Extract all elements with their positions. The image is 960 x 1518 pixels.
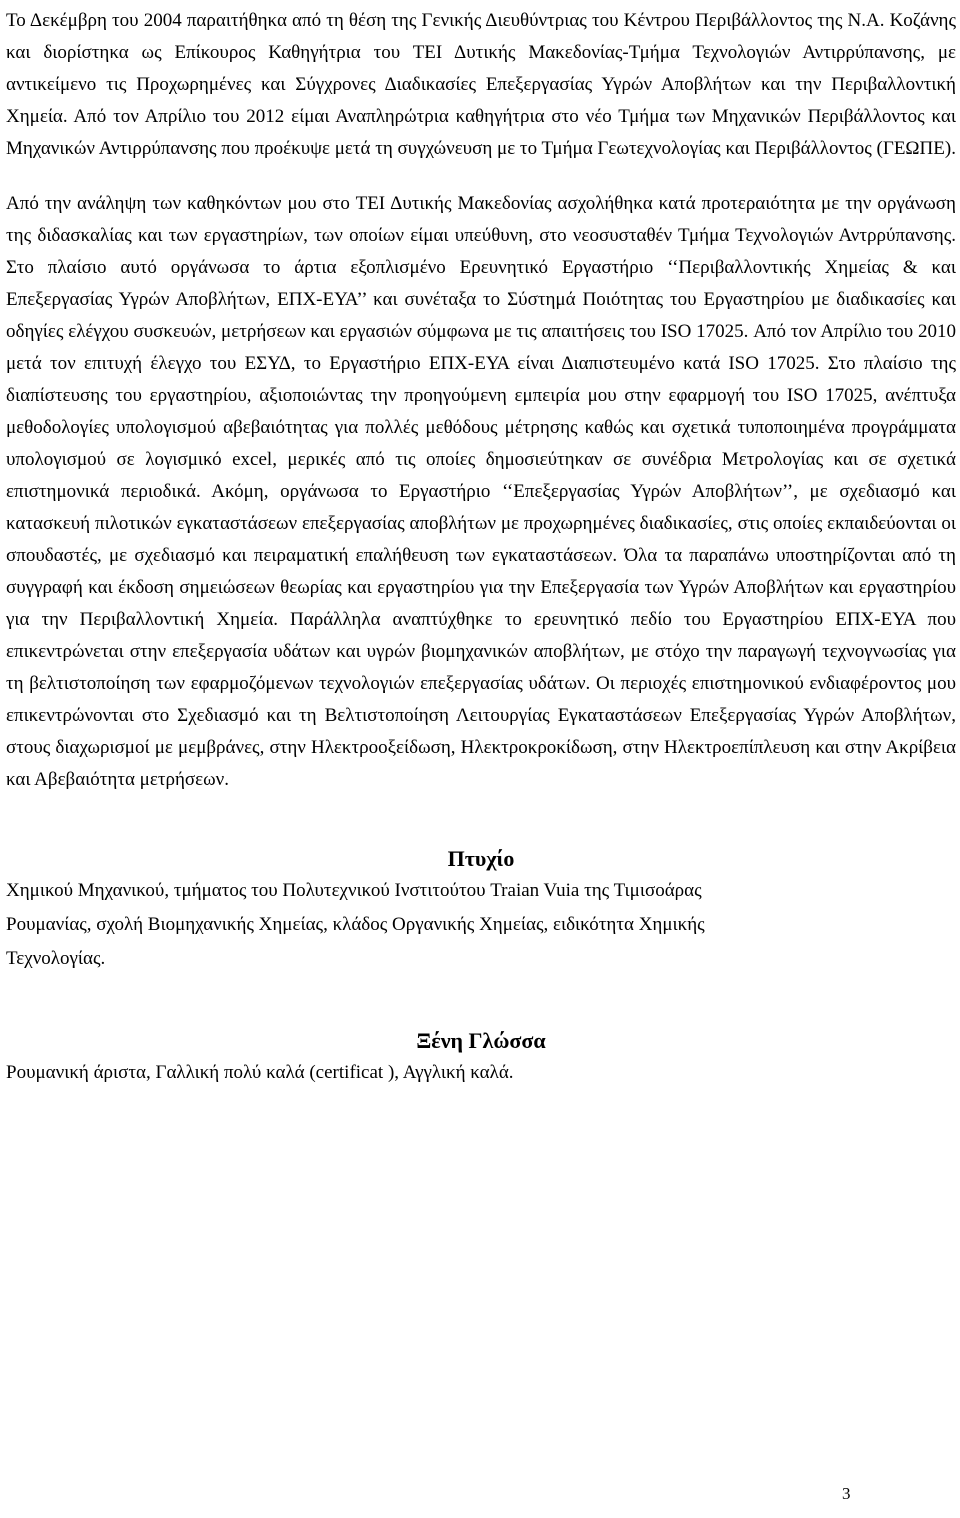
paragraph-lab-work: Από την ανάληψη των καθηκόντων μου στο ΤΕΙ Δυτικής Μακεδονίας ασχολήθηκα κατά προτεραιότητα με την οργάνωση της διδασκαλίας και των εργαστηρίων, των οποίων είμαι υπεύθυνη, στο νεοσυσταθέν Τμήμα Τεχνολογιών Αντρρύπανσης. Στο πλαίσιο αυτό οργάνωσα το άρτια εξοπλισμένο Ερευνητικό Εργαστήριο ‘‘Περιβαλλοντικής Χημείας & και Επεξεργασίας Υγρών Αποβλήτων, ΕΠΧ-ΕΥΑ’’ και συνέταξα το Σύστημά Ποιότητας του Εργαστηρίου με διαδικασίες και οδηγίες ελέγχου συσκευών, μετρήσεων και εργασιών σύμφωνα με τις απαιτήσεις του ISO 17025. Από τον Απρίλιο του 2010 μετά τον επιτυχή έλεγχο του ΕΣΥΔ, το Εργαστήριο ΕΠΧ-ΕΥΑ είναι Διαπιστευμένο κατά ISO 17025. Στο πλαίσιο της διαπίστευσης του εργαστηρίου, αξιοποιώντας την προηγούμενη εμπειρία μου στην εφαρμογή του ISO 17025, ανέπτυξα μεθοδολογίες υπολογισμού αβεβαιότητας για πολλές μεθόδους μέτρησης καθώς και σχετικά τυποποιημένα προγράμματα υπολογισμού σε λογισμικό excel, μερικές από τις οποίες δημοσιεύτηκαν σε συνέδρια Μετρολογίας και σε σχετικά επιστημονικά περιοδικά. Ακόμη, οργάνωσα το Εργαστήριο ‘‘Επεξεργασίας Υγρών Αποβλήτων’’, με σχεδιασμό και κατασκευή πιλοτικών εγκαταστάσεων επεξεργασίας αποβλήτων με προχωρημένες διαδικασίες, στις οποίες εκπαιδεύονται οι σπουδαστές, με σχεδιασμό και πειραματική επαλήθευση των εγκαταστάσεων. Όλα τα παραπάνω υποστηρίζονται από τη συγγραφή και έκδοση σημειώσεων θεωρίας και εργαστηρίου για την Επεξεργασία των Υγρών Αποβλήτων και εργαστηρίου για την Περιβαλλοντική Χημεία. Παράλληλα αναπτύχθηκε το ερευνητικό πεδίο του Εργαστηρίου ΕΠΧ-ΕΥΑ που επικεντρώνεται στην επεξεργασία υδάτων και υγρών βιομηχανικών αποβλήτων, με στόχο την παραγωγή τεχνογνωσίας για τη βελτιστοποίηση των εφαρμοζόμενων τεχνολογιών επεξεργασίας υδάτων. Οι περιοχές επιστημονικού ενδιαφέροντος μου επικεντρώνονται στο Σχεδιασμό και τη Βελτιστοποίηση Λειτουργίας Εγκαταστάσεων Επεξεργασίας Υγρών Αποβλήτων, στους διαχωρισμοί με μεμβράνες, στην Ηλεκτροοξείδωση, Ηλεκτροκροκίδωση, στην Ηλεκτροεπίπλευση και στην Ακρίβεια και Αβεβαιότητα μετρήσεων. [6,193,956,790]
degree-heading: Πτυχίο [447,846,515,871]
page-number: 3 [842,1484,851,1503]
foreign-language-heading: Ξένη Γλώσσα [416,1028,546,1053]
foreign-language-text: Ρουμανική άριστα, Γαλλική πολύ καλά (certificat ), Αγγλική καλά. [6,1062,514,1083]
paragraph-career-history: Το Δεκέμβρη του 2004 παραιτήθηκα από τη θέση της Γενικής Διευθύντριας του Κέντρου Περιβάλλοντος της Ν.Α. Κοζάνης και διορίστηκα ως Επίκουρος Καθηγήτρια του ΤΕΙ Δυτικής Μακεδονίας-Τμήμα Τεχνολογιών Αντιρρύπανσης, με αντικείμενο τις Προχωρημένες και Σύγχρονες Διαδικασίες Επεξεργασίας Υγρών Αποβλήτων και την Περιβαλλοντική Χημεία. Από τον Απρίλιο του 2012 είμαι Αναπληρώτρια καθηγήτρια στο νέο Τμήμα των Μηχανικών Περιβάλλοντος και Μηχανικών Αντιρρύπανσης που προέκυψε μετά τη συγχώνευση με το Τμήμα Γεωτεχνολογίας και Περιβάλλοντος (ΓΕΩΠΕ). [6,10,956,159]
degree-line: Χημικού Μηχανικού, τμήματος του Πολυτεχνικού Ινστιτούτου Traian Vuia της Τιμισοάρας [6,880,702,901]
degree-section [6,874,956,976]
degree-line: Τεχνολογίας. [6,948,106,969]
degree-line: Ρουμανίας, σχολή Βιομηχανικής Χημείας, κλάδος Οργανικής Χημείας, ειδικότητα Χημικής [6,914,705,935]
document-page [6,0,956,1090]
